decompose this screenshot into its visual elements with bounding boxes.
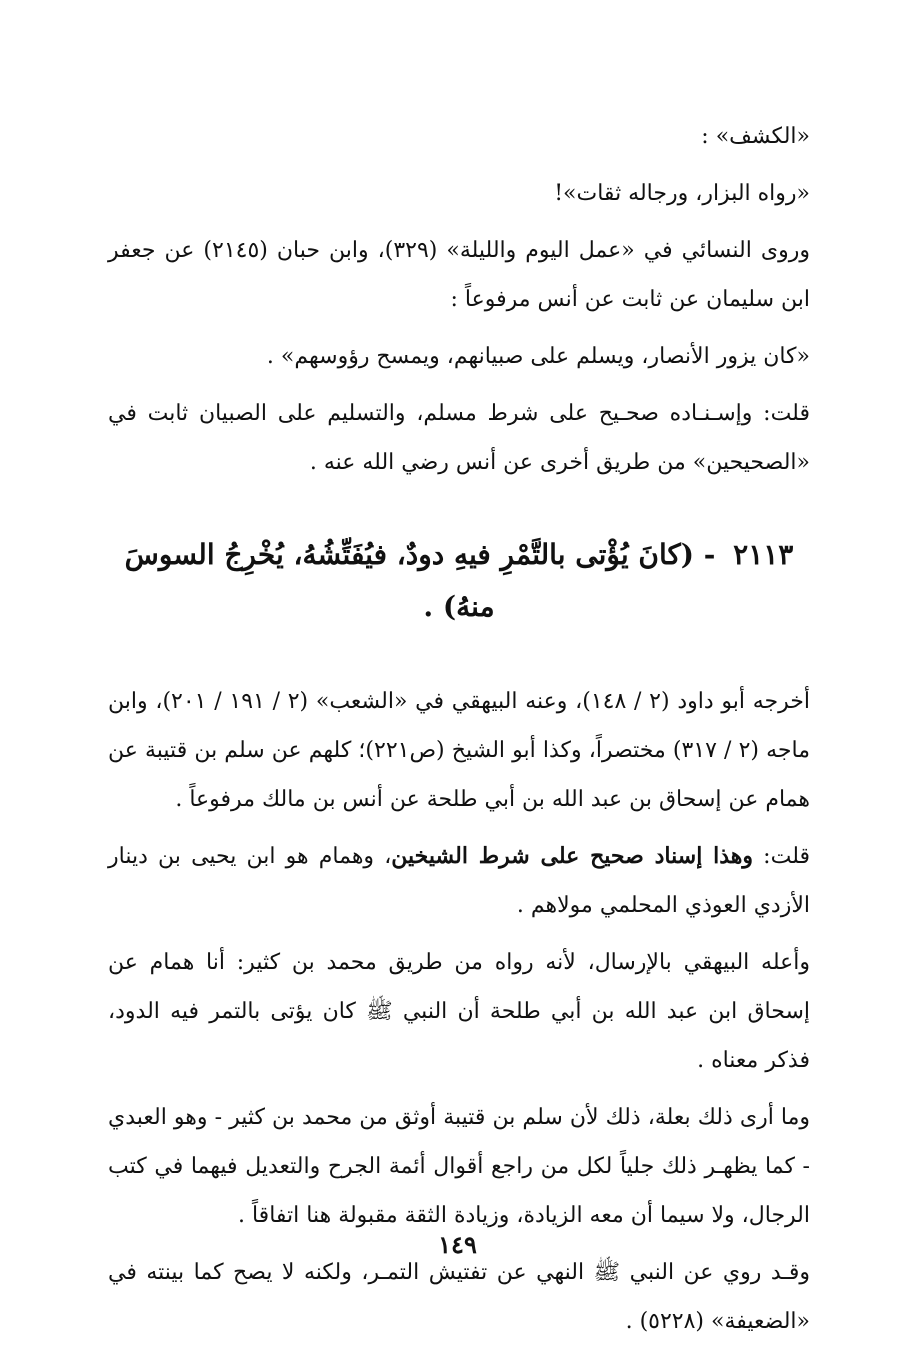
- page-number: ١٤٩: [438, 1230, 477, 1259]
- page-body: [108, 112, 810, 1346]
- verdict-prefix: قلت:: [753, 844, 810, 869]
- paragraph-daifa-reference: وقـد روي عن النبي ﷺ النهي عن تفتيش التمـر، ولكنه لا يصح كما بينته في «الضعيفة» (٥٢٢٨) .: [108, 1260, 810, 1334]
- paragraph-source-note: «الكشف» :: [701, 124, 810, 149]
- paragraph-isnad-comment: قلت: وإسـنـاده صحـيح على شرط مسلم، والتسليم على الصبيان ثابت في «الصحيحين» من طريق أخرى عن أنس رضي الله عنه .: [108, 401, 810, 475]
- paragraph-quote-bazzar: «رواه البزار، ورجاله ثقات»!: [554, 181, 810, 206]
- paragraph-rebuttal: وما أرى ذلك بعلة، ذلك لأن سلم بن قتيبة أوثق من محمد بن كثير - وهو العبدي - كما يظهـر ذلك جلياً لكل من راجع أقوال أئمة الجرح والتعديل فيهما في كتب الرجال، ولا سيما أن معه الزيادة، وزيادة الثقة مقبولة هنا اتفاقاً .: [108, 1105, 810, 1228]
- paragraph-hadith-ansar: «كان يزور الأنصار، ويسلم على صبيانهم، ويمسح رؤوسهم» .: [266, 344, 810, 369]
- paragraph-bayhaqi-irsal: وأعله البيهقي بالإرسال، لأنه رواه من طريق محمد بن كثير: أنا همام عن إسحاق ابن عبد الله بن أبي طلحة أن النبي ﷺ كان يؤتى بالتمر فيه الدود، فذكر معناه .: [108, 950, 810, 1073]
- verdict-rest: ، وهمام هو ابن يحيى بن دينار الأزدي العوذي المحلمي مولاهم .: [108, 844, 810, 918]
- hadith-text: - (كانَ يُؤْتى بالتَّمْرِ فيهِ دودٌ، فيُفَتِّشُهُ، يُخْرِجُ السوسَ منهُ) .: [124, 538, 716, 623]
- verdict-bold: وهذا إسناد صحيح على شرط الشيخين: [391, 843, 754, 869]
- paragraph-takhrij: أخرجه أبو داود (٢ / ١٤٨)، وعنه البيهقي في «الشعب» (٢ / ١٩١ / ٢٠١)، وابن ماجه (٢ / ٣١٧) مختصراً، وكذا أبو الشيخ (ص٢٢١)؛ كلهم عن سلم بن قتيبة عن همام عن إسحاق بن عبد الله بن أبي طلحة عن أنس بن مالك مرفوعاً .: [108, 689, 810, 812]
- hadith-number: ٢١١٣: [733, 538, 794, 571]
- paragraph-nasai-ibn-hibban: وروى النسائي في «عمل اليوم والليلة» (٣٢٩)، وابن حبان (٢١٤٥) عن جعفر ابن سليمان عن ثابت عن أنس مرفوعاً :: [108, 238, 810, 312]
- paragraph-verdict: [108, 832, 810, 930]
- hadith-heading: [108, 529, 810, 633]
